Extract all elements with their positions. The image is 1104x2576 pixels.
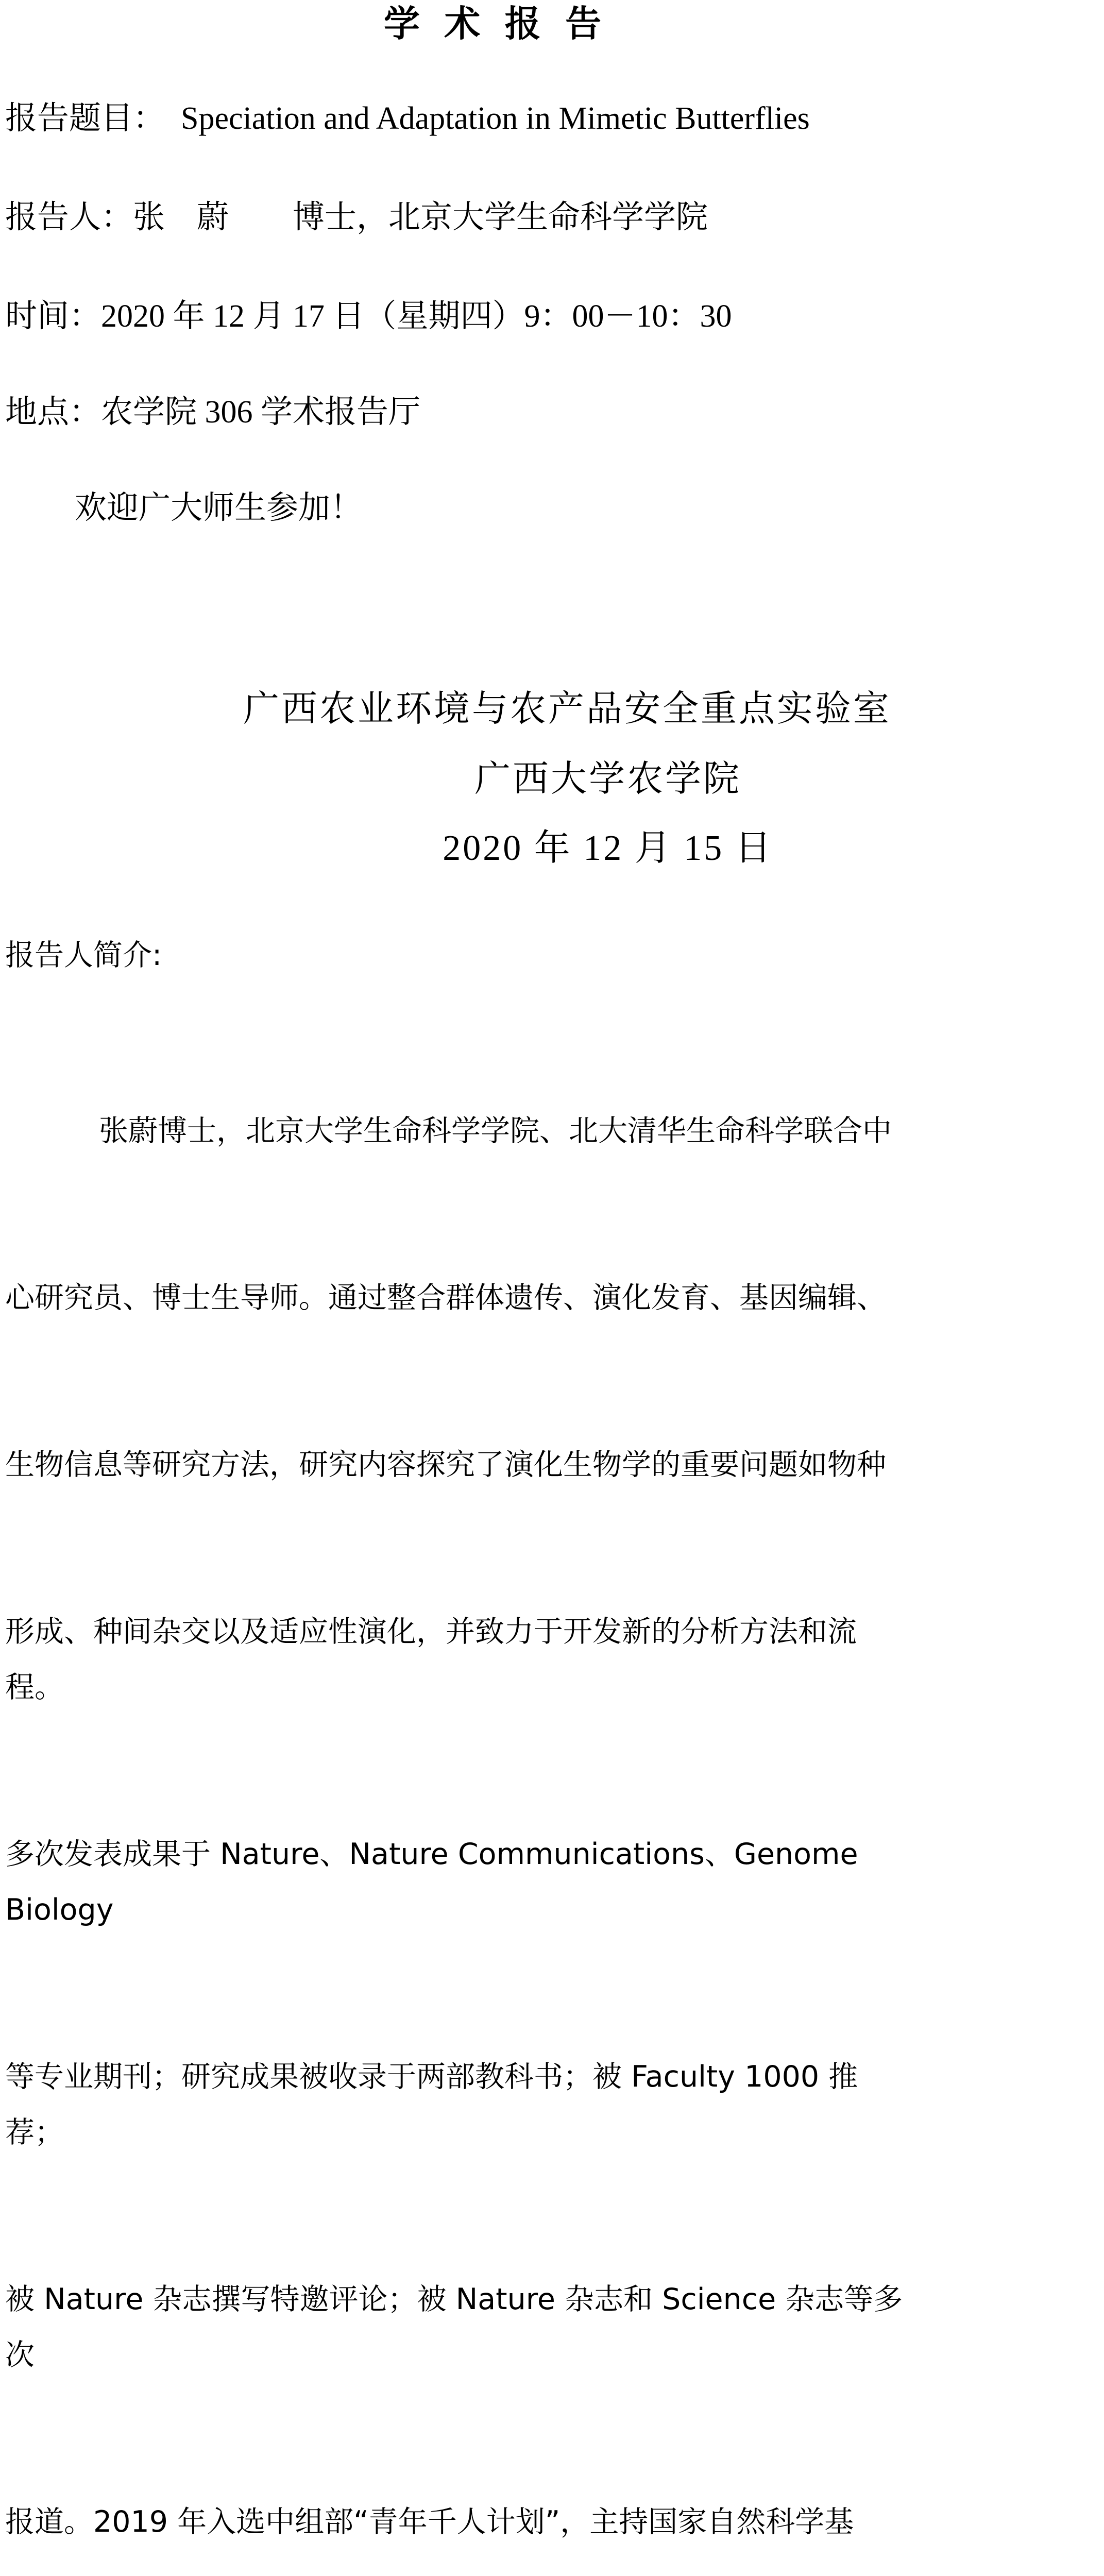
bio-section-heading: 报告人简介: xyxy=(5,938,162,972)
signature-college-name: 广西大学农学院 xyxy=(474,759,741,799)
bio-paragraph xyxy=(5,992,904,2576)
report-venue-line: 地点：农学院 306 学术报告厅 xyxy=(5,395,421,430)
report-topic-line: 报告题目： Speciation and Adaptation in Mimetic Butterflies xyxy=(5,101,810,136)
signature-lab-name: 广西农业环境与农产品安全重点实验室 xyxy=(243,689,891,729)
welcome-message: 欢迎广大师生参加！ xyxy=(75,490,363,526)
bio-paragraph-line: 张蔚博士，北京大学生命科学学院、北大清华生命科学联合中 xyxy=(99,1114,892,1148)
bio-paragraph-line: 报道。2019 年入选中组部“青年千人计划”，主持国家自然科学基 xyxy=(5,2505,854,2539)
bio-paragraph-line: 心研究员、博士生导师。通过整合群体遗传、演化发育、基因编辑、 xyxy=(5,1281,886,1315)
document-title: 学 术 报 告 xyxy=(383,4,609,44)
bio-paragraph-line: 生物信息等研究方法，研究内容探究了演化生物学的重要问题如物种 xyxy=(5,1448,886,1482)
bio-paragraph-line: 多次发表成果于 Nature、Nature Communications、Genome Biology xyxy=(5,1837,868,1927)
report-time-line: 时间：2020 年 12 月 17 日（星期四）9：00－10：30 xyxy=(5,299,732,334)
signature-date: 2020 年 12 月 15 日 xyxy=(443,828,773,868)
bio-paragraph-line: 被 Nature 杂志撰写特邀评论；被 Nature 杂志和 Science 杂志等多次 xyxy=(5,2282,903,2372)
bio-paragraph-line: 等专业期刊；研究成果被收录于两部教科书；被 Faculty 1000 推荐； xyxy=(5,2060,858,2149)
bio-paragraph-line: 形成、种间杂交以及适应性演化，并致力于开发新的分析方法和流程。 xyxy=(5,1615,857,1704)
report-speaker-line: 报告人：张 蔚 博士，北京大学生命科学学院 xyxy=(5,200,708,235)
